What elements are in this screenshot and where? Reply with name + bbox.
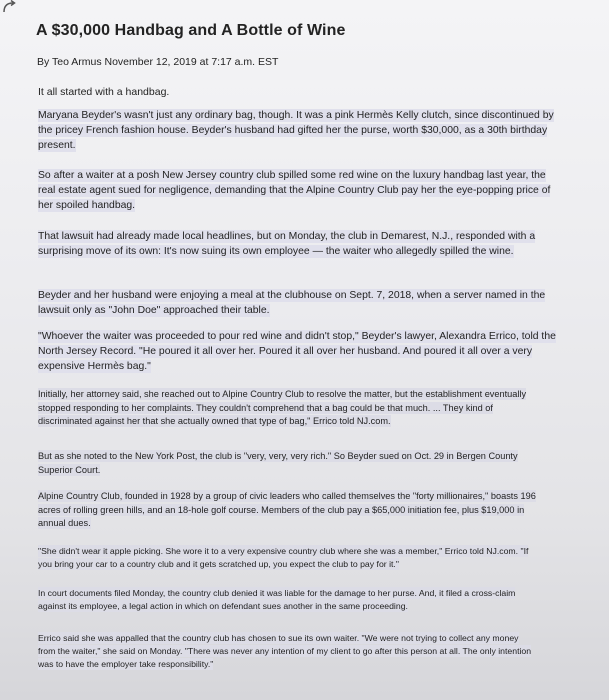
paragraph-text: That lawsuit had already made local headlines, but on Monday, the club in Demarest, N.J., responded with a surprising move of its own: It's now suing its own employee — the waiter who allegedly spilled the wine. <box>38 231 536 257</box>
paragraph-5 <box>38 329 560 374</box>
paragraph-6 <box>38 388 543 429</box>
paragraph-9 <box>38 545 533 571</box>
paragraph-1 <box>38 108 560 153</box>
paragraph-3 <box>38 229 560 259</box>
paragraph-7 <box>38 450 543 477</box>
paragraph-text: Initially, her attorney said, she reached out to Alpine Country Club to resolve the matter, but the establishment eventually stopped responding to her complaints. They couldn't comprehend that a bag could be that much. ... They kind of discriminated against her that she actually owned that type of bag," Errico told NJ.com. <box>38 389 527 426</box>
paragraph-text: "She didn't wear it apple picking. She wore it to a very expensive country club where she was a member," Errico told NJ.com. "If you bring your car to a country club and it gets scratched up, you expect the club to pay for it." <box>38 546 529 569</box>
article-title: A $30,000 Handbag and A Bottle of Wine <box>36 22 346 39</box>
paragraph-11 <box>38 632 533 671</box>
paragraph-2 <box>38 168 560 213</box>
paragraph-text: Maryana Beyder's wasn't just any ordinary bag, though. It was a pink Hermès Kelly clutch, since discontinued by the pricey French fashion house. Beyder's husband had gifted her the purse, worth $30,000, as a 30th birthday present. <box>38 110 554 151</box>
paragraph-text: "Whoever the waiter was proceeded to pour red wine and didn't stop," Beyder's lawyer, Alexandra Errico, told the North Jersey Record. "He poured it all over her. Poured it all over her husband. And poured it all over a very expensive Hermès bag." <box>38 331 556 372</box>
paragraph-text: Alpine Country Club, founded in 1928 by a group of civic leaders who called themselves the "forty millionaires," boasts 196 acres of rolling green hills, and an 18-hole golf course. Members of the club pay a $65,000 initiation fee, plus $19,000 in annual dues. <box>38 491 536 528</box>
paragraph-text: In court documents filed Monday, the country club denied it was liable for the damage to her purse. And, it filed a cross-claim against its employee, a legal action in which on defendant sues another in the same proceeding. <box>38 588 516 611</box>
paragraph-text: So after a waiter at a posh New Jersey country club spilled some red wine on the luxury handbag last year, the real estate agent sued for negligence, demanding that the Alpine Country Club pay her the eye-popping price of her spoiled handbag. <box>38 170 551 211</box>
paragraph-8 <box>38 490 543 531</box>
paragraph-text: Errico said she was appalled that the country club has chosen to sue its own waiter. "We were not trying to collect any money from the waiter," she said on Monday. "There was never any intention of my client to go after this person at all. The only intention was to have the employer take responsibility." <box>38 633 532 669</box>
paragraph-text: Beyder and her husband were enjoying a meal at the clubhouse on Sept. 7, 2018, when a server named in the lawsuit only as "John Doe" approached their table. <box>38 290 546 316</box>
article-byline: By Teo Armus November 12, 2019 at 7:17 a.m. EST <box>37 56 279 68</box>
paragraph-text: But as she noted to the New York Post, the club is "very, very, very rich." So Beyder sued on Oct. 29 in Bergen County Superior Court. <box>38 451 518 475</box>
paragraph-10 <box>38 587 533 613</box>
paragraph-4 <box>38 288 560 318</box>
article-intro: It all started with a handbag. <box>38 86 170 98</box>
